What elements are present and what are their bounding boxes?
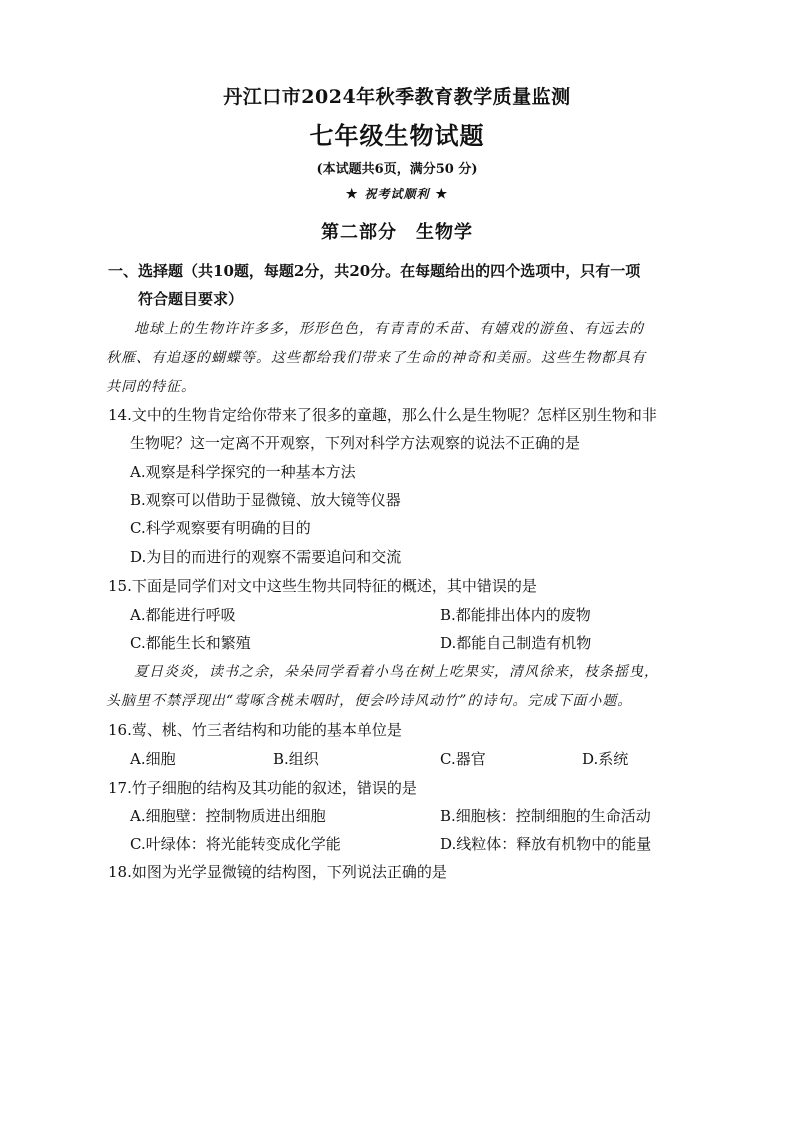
star-icon: ★ [435, 187, 449, 202]
slogan [0, 185, 794, 202]
q14-option-d: D.为目的而进行的观察不需要追问和交流 [130, 548, 402, 566]
q15-option-a: A.都能进行呼吸 [130, 606, 236, 624]
q14-option-b: B.观察可以借助于显微镜、放大镜等仪器 [130, 491, 401, 509]
exam-subtitle: 七年级生物试题 [309, 121, 485, 150]
q15-option-b: B.都能排出体内的废物 [440, 606, 591, 624]
question-15-stem: 15.下面是同学们对文中这些生物共同特征的概述，其中错误的是 [108, 577, 537, 595]
passage-line: 秋雁、有追逐的蝴蝶等。这些都给我们带来了生命的神奇和美丽。这些生物都具有 [106, 350, 646, 366]
q17-option-d: D.线粒体：释放有机物中的能量 [440, 835, 652, 853]
q14-option-c: C.科学观察要有明确的目的 [130, 519, 311, 537]
question-14-stem-cont: 生物呢？这一定离不开观察，下列对科学方法观察的说法不正确的是 [130, 434, 581, 452]
q16-option-b: B.组织 [273, 750, 319, 768]
slogan-text: 祝考试顺利 [364, 187, 430, 201]
q15-option-d: D.都能自己制造有机物 [440, 634, 592, 652]
exam-note: (本试题共6页，满分50 分) [316, 162, 478, 177]
question-18-stem: 18.如图为光学显微镜的结构图，下列说法正确的是 [108, 863, 447, 881]
q17-option-c: C.叶绿体：将光能转变成化学能 [130, 835, 341, 853]
q15-option-c: C.都能生长和繁殖 [130, 634, 251, 652]
q17-option-b: B.细胞核：控制细胞的生命活动 [440, 807, 651, 825]
q16-option-a: A.细胞 [130, 750, 176, 768]
passage-line: 头脑里不禁浮现出“莺啄含桃未咽时，便会吟诗风动竹”的诗句。完成下面小题。 [106, 693, 633, 709]
question-17-stem: 17.竹子细胞的结构及其功能的叙述，错误的是 [108, 779, 417, 797]
passage-line: 地球上的生物许许多多，形形色色，有青青的禾苗、有嬉戏的游鱼、有远去的 [134, 321, 644, 337]
q14-option-a: A.观察是科学探究的一种基本方法 [130, 463, 356, 481]
passage-line: 共同的特征。 [106, 379, 196, 395]
section-heading-cont: 符合题目要求） [138, 290, 244, 308]
section-heading: 一、选择题（共10题，每题2分，共20分。在每题给出的四个选项中，只有一项 [108, 262, 641, 280]
passage-line: 夏日炎炎，读书之余，朵朵同学看着小鸟在树上吃果实，清风徐来，枝条摇曳， [134, 664, 659, 680]
part-heading: 第二部分 生物学 [321, 222, 473, 243]
q16-option-c: C.器官 [440, 750, 486, 768]
q16-option-d: D.系统 [582, 750, 629, 768]
star-icon: ★ [345, 187, 359, 202]
question-16-stem: 16.莺、桃、竹三者结构和功能的基本单位是 [108, 721, 402, 739]
question-14-stem: 14.文中的生物肯定给你带来了很多的童趣，那么什么是生物呢？怎样区别生物和非 [108, 406, 657, 424]
q17-option-a: A.细胞壁：控制物质进出细胞 [130, 807, 326, 825]
exam-title: 丹江口市2024年秋季教育教学质量监测 [223, 86, 571, 108]
